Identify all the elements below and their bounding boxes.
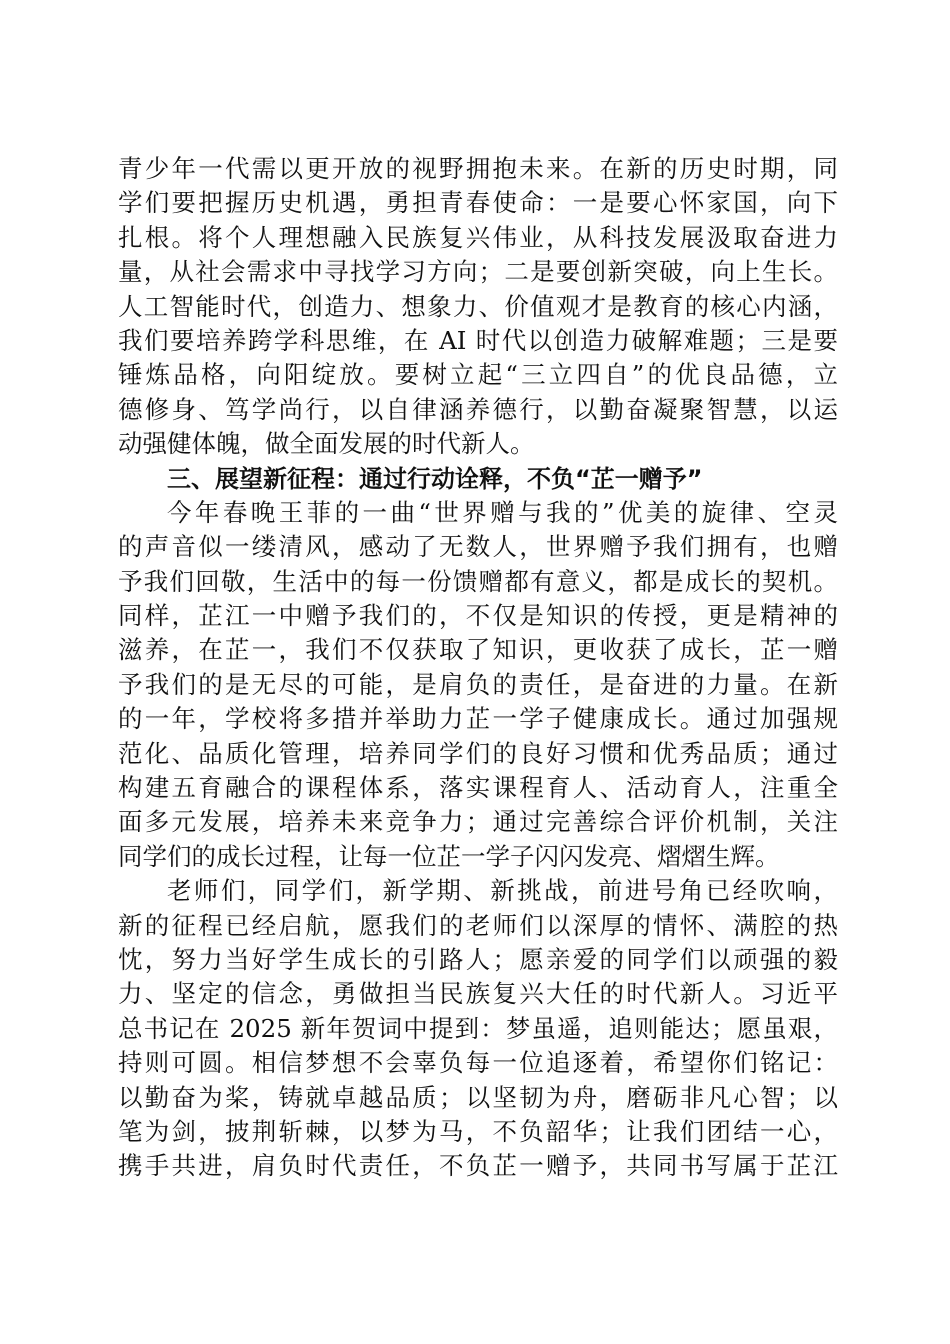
text-line: 力、坚定的信念，勇做担当民族复兴大任的时代新人。习近平 bbox=[118, 979, 838, 1009]
text-line: 新的征程已经启航，愿我们的老师们以深厚的情怀、满腔的热 bbox=[118, 910, 838, 940]
paragraph-3 bbox=[118, 874, 838, 1184]
text-line: 锤炼品格，向阳绽放。要树立起“三立四自”的优良品德，立 bbox=[118, 360, 838, 390]
paragraph-2 bbox=[118, 496, 838, 874]
document-body bbox=[118, 152, 838, 1184]
text-line: 今年春晚王菲的一曲“世界赠与我的”优美的旋律、空灵 bbox=[167, 497, 838, 527]
text-line: 人工智能时代，创造力、想象力、价值观才是教育的核心内涵， bbox=[118, 291, 838, 321]
text-line: 予我们的是无尽的可能，是肩负的责任，是奋进的力量。在新 bbox=[118, 669, 838, 699]
text-line: 扎根。将个人理想融入民族复兴伟业，从科技发展汲取奋进力 bbox=[118, 222, 838, 252]
text-line: 总书记在 2025 新年贺词中提到：梦虽遥，追则能达；愿虽艰， bbox=[118, 1013, 838, 1043]
text-line: 德修身、笃学尚行，以自律涵养德行，以勤奋凝聚智慧，以运 bbox=[118, 394, 838, 424]
text-line: 量，从社会需求中寻找学习方向；二是要创新突破，向上生长。 bbox=[118, 257, 838, 287]
text-line: 动强健体魄，做全面发展的时代新人。 bbox=[118, 429, 535, 459]
text-line: 携手共进，肩负时代责任，不负芷一赠予，共同书写属于芷江 bbox=[118, 1151, 838, 1181]
text-line: 构建五育融合的课程体系，落实课程育人、活动育人，注重全 bbox=[118, 773, 838, 803]
text-line: 同样，芷江一中赠予我们的，不仅是知识的传授，更是精神的 bbox=[118, 601, 838, 631]
paragraph-1 bbox=[118, 152, 838, 462]
text-line: 笔为剑，披荆斩棘，以梦为马，不负韶华；让我们团结一心， bbox=[118, 1116, 838, 1146]
text-line: 的一年，学校将多措并举助力芷一学子健康成长。通过加强规 bbox=[118, 704, 838, 734]
text-line: 青少年一代需以更开放的视野拥抱未来。在新的历史时期，同 bbox=[118, 154, 838, 183]
text-line: 的声音似一缕清风，感动了无数人，世界赠予我们拥有，也赠 bbox=[118, 532, 838, 562]
text-line: 我们要培养跨学科思维，在 AI 时代以创造力破解难题；三是要 bbox=[118, 325, 838, 355]
text-line: 范化、品质化管理，培养同学们的良好习惯和优秀品质；通过 bbox=[118, 738, 838, 768]
text-line: 予我们回敬，生活中的每一份馈赠都有意义，都是成长的契机。 bbox=[118, 566, 838, 596]
text-line: 老师们，同学们，新学期、新挑战，前进号角已经吹响， bbox=[167, 876, 838, 906]
text-line: 学们要把握历史机遇，勇担青春使命：一是要心怀家国，向下 bbox=[118, 188, 838, 218]
section-heading-3: 三、展望新征程：通过行动诠释，不负“芷一赠予” bbox=[167, 464, 703, 493]
text-line: 以勤奋为桨，铸就卓越品质；以坚韧为舟，磨砺非凡心智；以 bbox=[118, 1082, 838, 1112]
text-line: 面多元发展，培养未来竞争力；通过完善综合评价机制，关注 bbox=[118, 807, 838, 837]
text-line: 持则可圆。相信梦想不会辜负每一位追逐着，希望你们铭记： bbox=[118, 1048, 838, 1078]
text-line: 同学们的成长过程，让每一位芷一学子闪闪发亮、熠熠生辉。 bbox=[118, 841, 780, 871]
text-line: 忱，努力当好学生成长的引路人；愿亲爱的同学们以顽强的毅 bbox=[118, 944, 838, 974]
text-line: 滋养，在芷一，我们不仅获取了知识，更收获了成长，芷一赠 bbox=[118, 635, 838, 665]
